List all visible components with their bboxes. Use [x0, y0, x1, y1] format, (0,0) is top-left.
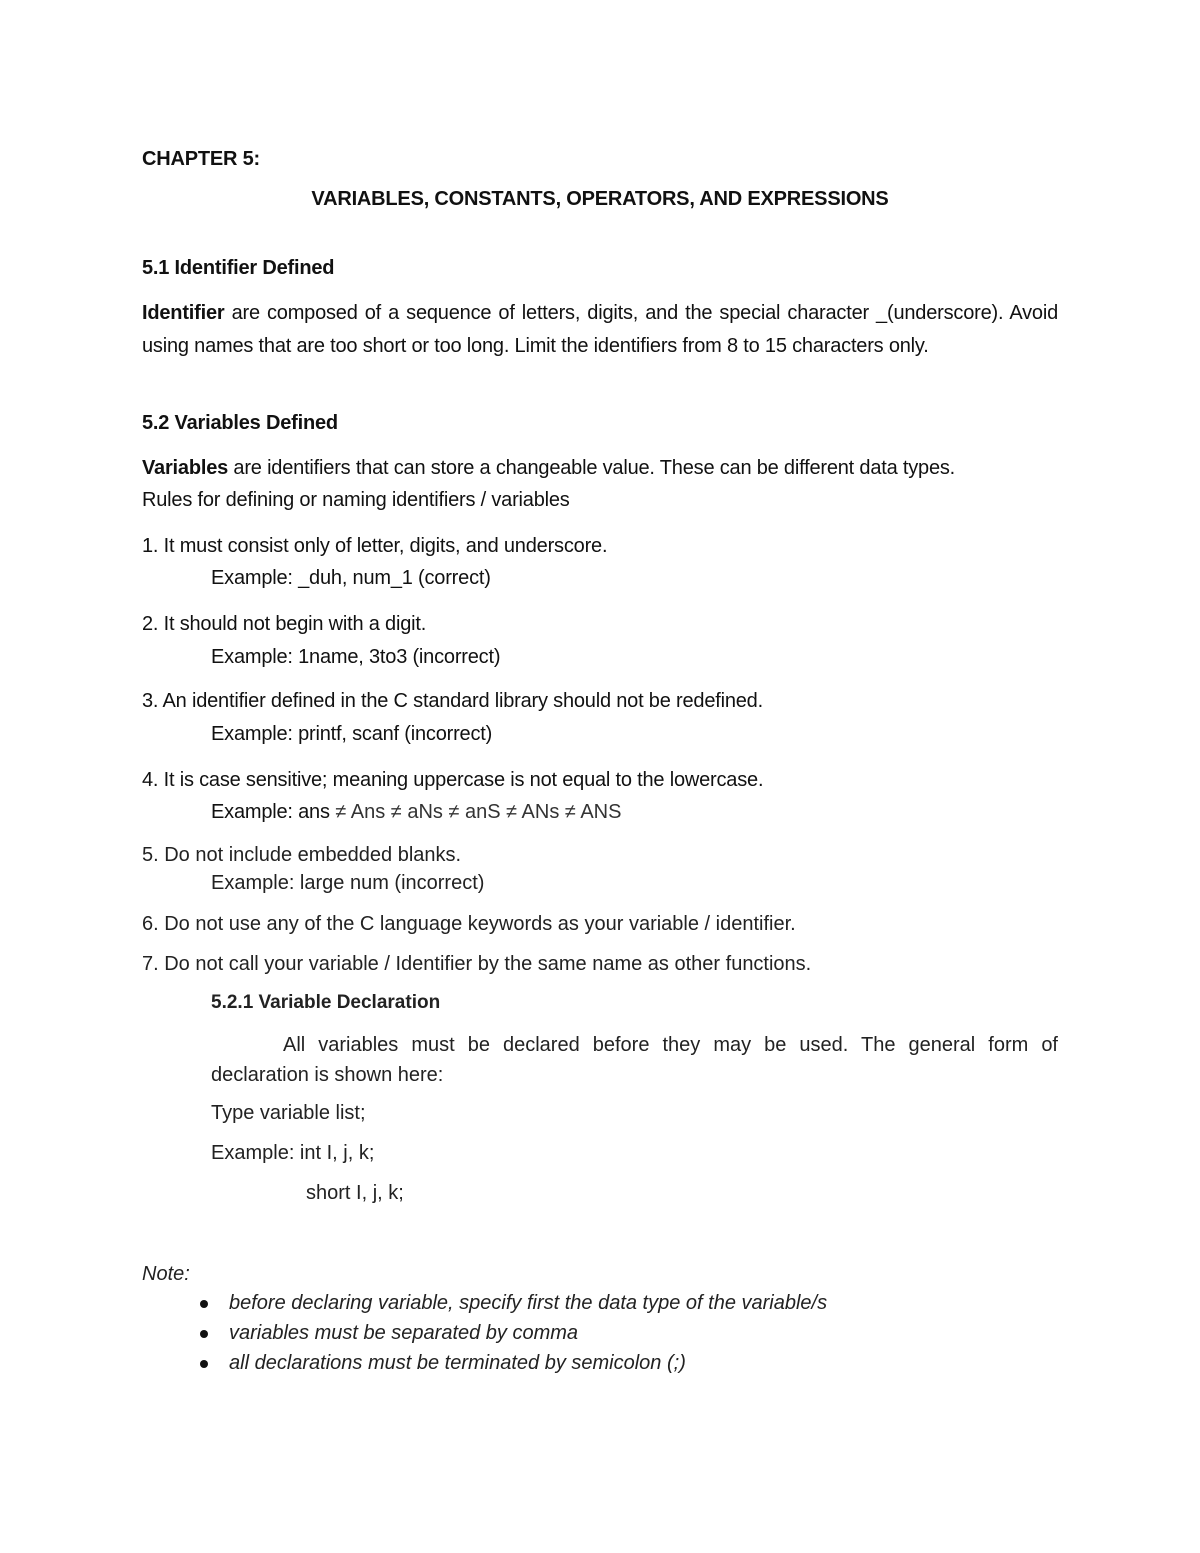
declaration-paragraph: All variables must be declared before they may be used. The general form of declaration is shown here:	[211, 1034, 1058, 1086]
declaration-example-line2: short I, j, k;	[306, 1182, 404, 1204]
note-item-3: all declarations must be terminated by semicolon (;)	[229, 1352, 686, 1374]
note-item-1: before declaring variable, specify first the data type of the variable/s	[229, 1292, 828, 1314]
declaration-example-line1: Example: int I, j, k;	[211, 1142, 375, 1164]
rule-1-example: Example: _duh, num_1 (correct)	[211, 567, 491, 589]
rule-6: 6. Do not use any of the C language keywords as your variable / identifier.	[142, 913, 796, 935]
rule-2-example: Example: 1name, 3to3 (incorrect)	[211, 646, 501, 668]
note-label: Note:	[142, 1263, 190, 1285]
rule-4-example	[211, 800, 621, 824]
rule-3: 3. An identifier defined in the C standard library should not be redefined.	[142, 690, 763, 712]
rule-5-example: Example: large num (incorrect)	[211, 872, 485, 894]
rule-2: 2. It should not begin with a digit.	[142, 613, 427, 635]
bullet-icon	[200, 1300, 208, 1308]
section-5-2-line1	[142, 456, 955, 480]
chapter-label: CHAPTER 5:	[142, 148, 261, 170]
rule-4-example-rest: ≠ Ans ≠ aNs ≠ anS ≠ ANs ≠ ANS	[329, 801, 622, 823]
bullet-icon	[200, 1330, 208, 1338]
rule-1: 1. It must consist only of letter, digits, and underscore.	[142, 535, 608, 557]
rules-intro: Rules for defining or naming identifiers / variables	[142, 489, 570, 511]
subsection-heading-5-2-1: 5.2.1 Variable Declaration	[211, 992, 441, 1013]
section-5-1-paragraph	[142, 297, 1058, 363]
rule-4-example-prefix: Example: ans	[211, 801, 330, 823]
note-item-2: variables must be separated by comma	[229, 1322, 579, 1344]
rule-3-example: Example: printf, scanf (incorrect)	[211, 723, 493, 745]
identifier-definition: are composed of a sequence of letters, digits, and the special character _(underscore). Avoid using names that are too short or too long. Limit the identifiers from 8 to 15 characters only.	[142, 302, 1058, 357]
rule-7: 7. Do not call your variable / Identifier by the same name as other functions.	[142, 953, 812, 975]
identifier-term: Identifier	[142, 302, 225, 324]
bullet-icon	[200, 1360, 208, 1368]
variables-term: Variables	[142, 457, 229, 479]
rule-5: 5. Do not include embedded blanks.	[142, 844, 462, 866]
chapter-title: VARIABLES, CONSTANTS, OPERATORS, AND EXPRESSIONS	[311, 188, 889, 210]
declaration-form: Type variable list;	[211, 1102, 366, 1124]
variables-definition: are identifiers that can store a changeable value. These can be different data types.	[228, 457, 956, 479]
rule-4: 4. It is case sensitive; meaning uppercase is not equal to the lowercase.	[142, 769, 764, 791]
section-heading-5-1: 5.1 Identifier Defined	[142, 257, 335, 279]
section-heading-5-2: 5.2 Variables Defined	[142, 412, 338, 434]
